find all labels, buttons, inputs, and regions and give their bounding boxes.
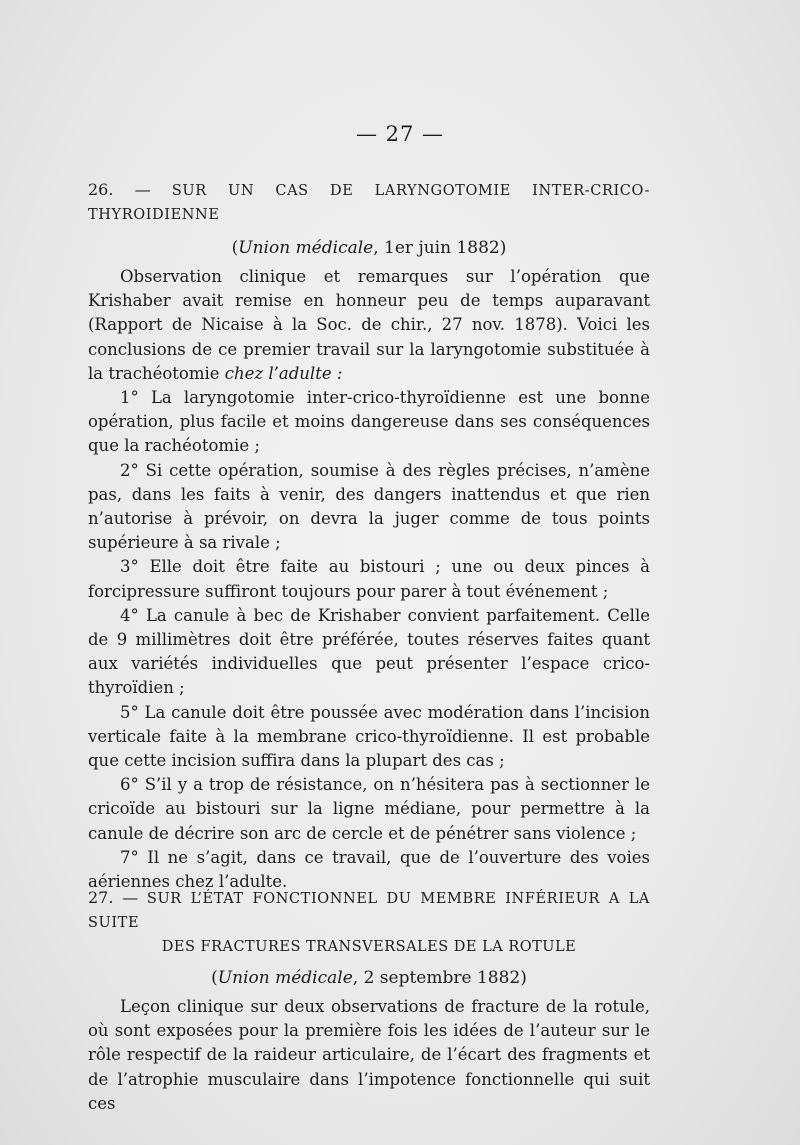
- entry-27-source: (Union médicale, 2 septembre 1882): [211, 968, 527, 988]
- entry-26-title: SUR UN CAS DE LARYNGOTOMIE INTER-CRICO-THYROIDIENNE: [88, 183, 651, 223]
- entry-26-conclusion-2: 2° Si cette opération, soumise à des règles précises, n’amène pas, dans les faits à venir, des dangers inattendus et que rien n’autorise à prévoir, on devra la juger comme de tous points supérieure à sa rivale ;: [88, 460, 650, 553]
- entry-26-conclusion-1: 1° La laryngotomie inter-crico-thyroïdienne est une bonne opération, plus facile et moins dangereuse dans ses conséquences que la rachéotomie ;: [88, 388, 650, 456]
- entry-26-journal: Union médicale: [238, 238, 374, 258]
- page-number: — 27 —: [355, 122, 445, 146]
- entry-27-date: , 2 septembre 1882): [352, 968, 527, 988]
- entry-27-heading: [88, 886, 650, 935]
- entry-26-conclusion-6: 6° S’il y a trop de résistance, on n’hésitera pas à sectionner le cricoïde au bistouri sur la ligne médiane, pour permettre à la canule de décrire son arc de cercle et de pénétrer sans violence ;: [88, 775, 650, 843]
- entry-27: [88, 886, 650, 1116]
- entry-26-date: , 1er juin 1882): [373, 238, 507, 258]
- entry-26-heading: [88, 178, 650, 227]
- entry-27-title-line1: SUR L’ÉTAT FONCTIONNEL DU MEMBRE INFÉRIEUR A LA SUITE: [88, 891, 651, 931]
- entry-26-conclusion-5: 5° La canule doit être poussée avec modération dans l’incision verticale faite à la membrane crico-thyroïdienne. Il est probable que cette incision suffira dans la plupart des cas ;: [88, 702, 650, 771]
- entry-26-source: (Union médicale, 1er juin 1882): [231, 238, 507, 258]
- entry-26-conclusion-3: 3° Elle doit être faite au bistouri ; une ou deux pinces à forcipressure suffiront toujours pour parer à tout événement ;: [88, 557, 650, 601]
- entry-27-journal: Union médicale: [217, 968, 353, 988]
- entry-27-number: 27. —: [88, 888, 139, 907]
- entry-27-title-line2: DES FRACTURES TRANSVERSALES DE LA ROTULE: [161, 939, 577, 955]
- entry-26-conclusion-7: 7° Il ne s’agit, dans ce travail, que de l’ouverture des voies aériennes chez l’adulte.: [88, 847, 650, 892]
- entry-26: [88, 178, 650, 894]
- entry-26-paragraph-intro: Observation clinique et remarques sur l’opération que Krishaber avait remise en honneur peu de temps auparavant (Rapport de Nicaise à la Soc. de chir., 27 nov. 1878). Voici les conclusions de ce premier travail sur la laryngotomie substituée à la trachéotomie chez l’adulte :: [88, 267, 650, 383]
- entry-26-italic-phrase: chez l’adulte :: [224, 363, 343, 383]
- entry-26-number: 26. —: [88, 180, 151, 199]
- entry-27-body: [88, 995, 650, 1116]
- entry-27-paragraph: Leçon clinique sur deux observations de fracture de la rotule, où sont exposées pour la première fois les idées de l’auteur sur le rôle respectif de la raideur articulaire, de l’écart des fragments et de l’atrophie musculaire dans l’impotence fonctionnelle qui suit ces: [88, 997, 650, 1113]
- entry-26-conclusion-4: 4° La canule à bec de Krishaber convient parfaitement. Celle de 9 millimètres doit être préférée, toutes réserves faites quant aux variétés individuelles que peut présenter l’espace crico-thyroïdien ;: [88, 605, 650, 698]
- entry-26-body: [88, 265, 650, 894]
